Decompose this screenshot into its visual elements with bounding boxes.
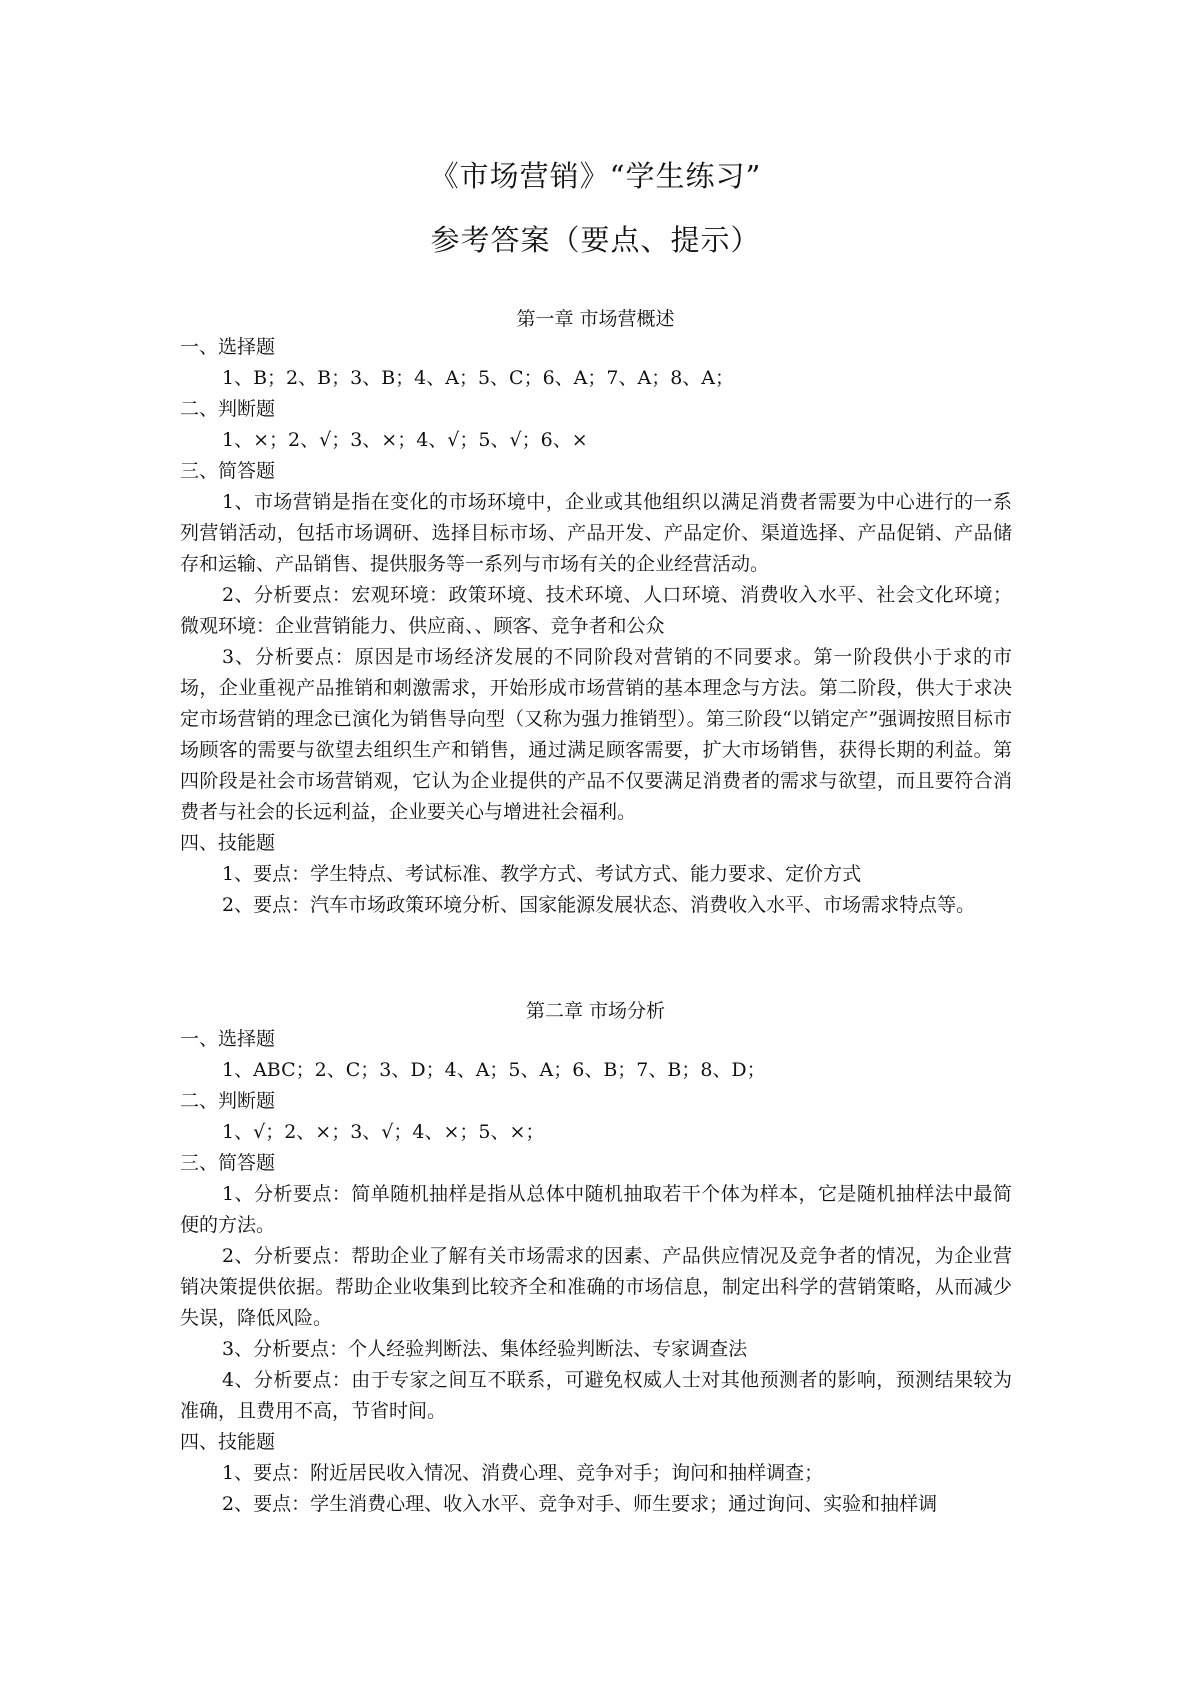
chapter-1-short-answer-2: 2、分析要点：宏观环境：政策环境、技术环境、人口环境、消费收入水平、社会文化环境；微观环境：企业营销能力、供应商、、顾客、竞争者和公众 [180, 584, 1012, 637]
chapter-2-short-answer-4: 4、分析要点：由于专家之间互不联系，可避免权威人士对其他预测者的影响，预测结果较为准确，且费用不高，节省时间。 [180, 1369, 1012, 1422]
chapter-1-section-judge-heading: 二、判断题 [180, 398, 276, 420]
chapter-2-body [180, 1024, 1012, 1520]
chapter-2-title: 第二章 市场分析 [525, 1000, 666, 1022]
document-title: 《市场营销》“学生练习” [429, 159, 762, 193]
chapter-2-judge-answers: 1、√；2、×；3、√；4、×；5、×； [222, 1121, 545, 1143]
chapter-1-judge-answers: 1、×；2、√；3、×；4、√；5、√；6、× [222, 429, 588, 451]
chapter-2-skill-2: 2、要点：学生消费心理、收入水平、竞争对手、师生要求；通过询问、实验和抽样调 [222, 1493, 938, 1515]
document-subtitle: 参考答案（要点、提示） [430, 223, 761, 257]
chapter-2-section-choice-heading: 一、选择题 [180, 1028, 276, 1050]
chapter-1-title: 第一章 市场营概述 [516, 308, 675, 330]
chapter-1-section-choice-heading: 一、选择题 [180, 336, 276, 358]
chapter-2-section-short-answer-heading: 三、简答题 [180, 1152, 276, 1174]
chapter-2-short-answer-3: 3、分析要点：个人经验判断法、集体经验判断法、专家调查法 [222, 1338, 748, 1360]
chapter-1-skill-2: 2、要点：汽车市场政策环境分析、国家能源发展状态、消费收入水平、市场需求特点等。 [222, 894, 976, 916]
chapter-2-choice-answers: 1、ABC；2、C；3、D；4、A；5、A；6、B；7、B；8、D； [222, 1059, 766, 1081]
chapter-1-section-short-answer-heading: 三、简答题 [180, 460, 276, 482]
chapter-2-short-answer-2: 2、分析要点：帮助企业了解有关市场需求的因素、产品供应情况及竞争者的情况，为企业营销决策提供依据。帮助企业收集到比较齐全和准确的市场信息，制定出科学的营销策略，从而减少失误，降低风险。 [180, 1245, 1012, 1329]
chapter-1-short-answer-3: 3、分析要点：原因是市场经济发展的不同阶段对营销的不同要求。第一阶段供小于求的市场，企业重视产品推销和刺激需求，开始形成市场营销的基本理念与方法。第二阶段，供大于求决定市场营销的理念已演化为销售导向型（又称为强力推销型）。第三阶段“以销定产”强调按照目标市场顾客的需要与欲望去组织生产和销售，通过满足顾客需要，扩大市场销售，获得长期的利益。第四阶段是社会市场营销观，它认为企业提供的产品不仅要满足消费者的需求与欲望，而且要符合消费者与社会的长远利益，企业要关心与增进社会福利。 [180, 646, 1012, 823]
chapter-2-short-answer-1: 1、分析要点：简单随机抽样是指从总体中随机抽取若干个体为样本，它是随机抽样法中最简便的方法。 [180, 1183, 1012, 1236]
chapter-2-section-skill-heading: 四、技能题 [180, 1431, 276, 1453]
chapter-1-skill-1: 1、要点：学生特点、考试标准、教学方式、考试方式、能力要求、定价方式 [222, 863, 862, 885]
chapter-1-short-answer-1: 1、市场营销是指在变化的市场环境中，企业或其他组织以满足消费者需要为中心进行的一系列营销活动，包括市场调研、选择目标市场、产品开发、产品定价、渠道选择、产品促销、产品储存和运输、产品销售、提供服务等一系列与市场有关的企业经营活动。 [180, 491, 1012, 575]
chapter-1-choice-answers: 1、B；2、B；3、B；4、A；5、C；6、A；7、A；8、A； [222, 367, 735, 389]
chapter-1-body [180, 332, 1012, 921]
chapter-2-skill-1: 1、要点：附近居民收入情况、消费心理、竞争对手；询问和抽样调查； [222, 1462, 824, 1484]
chapter-1-section-skill-heading: 四、技能题 [180, 832, 276, 854]
chapter-2-section-judge-heading: 二、判断题 [180, 1090, 276, 1112]
